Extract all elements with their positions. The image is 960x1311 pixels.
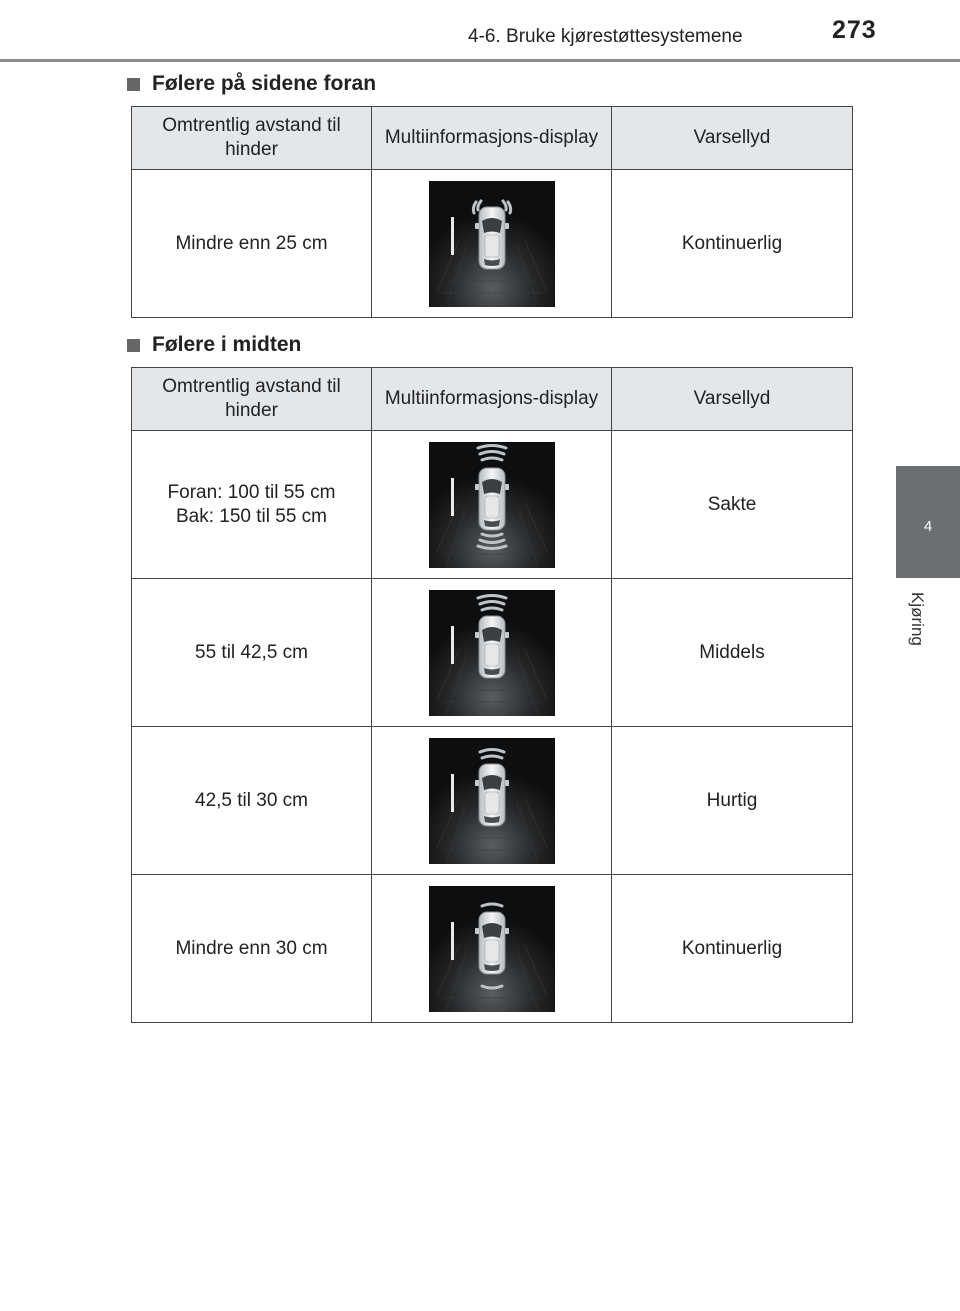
column-header-display: Multiinformasjons-display [372, 368, 612, 431]
car-top-view-icon [429, 738, 555, 864]
chapter-tab [896, 466, 960, 578]
section-heading-center [127, 333, 301, 357]
car-top-view-icon [429, 590, 555, 716]
distance-text: 55 til 42,5 cm [195, 641, 308, 663]
display-cell [372, 727, 612, 875]
sound-cell [612, 875, 853, 1023]
distance-text: 42,5 til 30 cm [195, 789, 308, 811]
distance-text: Mindre enn 25 cm [175, 232, 328, 254]
chapter-title: 4-6. Bruke kjørestøttesystemene [468, 26, 743, 47]
table-front-side-sensors [131, 106, 853, 318]
column-header-sound: Varsellyd [612, 368, 853, 431]
car-top-view-icon [429, 886, 555, 1012]
sound-text: Kontinuerlig [681, 937, 783, 959]
chapter-tab-label-wrap [897, 592, 931, 652]
section-heading-text: Følere på sidene foran [152, 72, 377, 95]
distance-cell [132, 579, 372, 727]
sound-cell [612, 170, 853, 318]
table-row [132, 431, 853, 579]
table-center-sensors [131, 367, 853, 1023]
distance-cell [132, 431, 372, 579]
page-number: 273 [832, 16, 877, 44]
chapter-tab-number: 4 [923, 518, 933, 535]
distance-cell [132, 170, 372, 318]
table-row [132, 579, 853, 727]
table-header-row [132, 368, 853, 431]
distance-text-front: Foran: 100 til 55 cm [167, 481, 336, 503]
distance-cell [132, 875, 372, 1023]
header-rule [0, 59, 960, 62]
table-row [132, 875, 853, 1023]
chapter-tab-label: Kjøring [908, 592, 927, 646]
distance-text: Mindre enn 30 cm [175, 937, 328, 959]
display-cell [372, 170, 612, 318]
sound-text: Kontinuerlig [681, 232, 783, 254]
sound-cell [612, 727, 853, 875]
column-header-distance: Omtrentlig avstand til hinder [132, 107, 372, 170]
sound-cell [612, 431, 853, 579]
square-bullet-icon [127, 339, 140, 352]
display-cell [372, 431, 612, 579]
car-top-view-icon [429, 181, 555, 307]
sound-text: Sakte [707, 493, 757, 515]
display-cell [372, 579, 612, 727]
sound-text: Hurtig [706, 789, 758, 811]
page-header [0, 0, 960, 60]
table-header-row [132, 107, 853, 170]
table-row [132, 170, 853, 318]
sound-cell [612, 579, 853, 727]
distance-cell [132, 727, 372, 875]
car-top-view-icon [429, 442, 555, 568]
column-header-display: Multiinformasjons-display [372, 107, 612, 170]
distance-text-rear: Bak: 150 til 55 cm [175, 505, 328, 527]
column-header-distance: Omtrentlig avstand til hinder [132, 368, 372, 431]
display-cell [372, 875, 612, 1023]
section-heading-front-side [127, 72, 376, 96]
column-header-sound: Varsellyd [612, 107, 853, 170]
table-row [132, 727, 853, 875]
sound-text: Middels [699, 641, 765, 663]
square-bullet-icon [127, 78, 140, 91]
section-heading-text: Følere i midten [152, 333, 302, 356]
